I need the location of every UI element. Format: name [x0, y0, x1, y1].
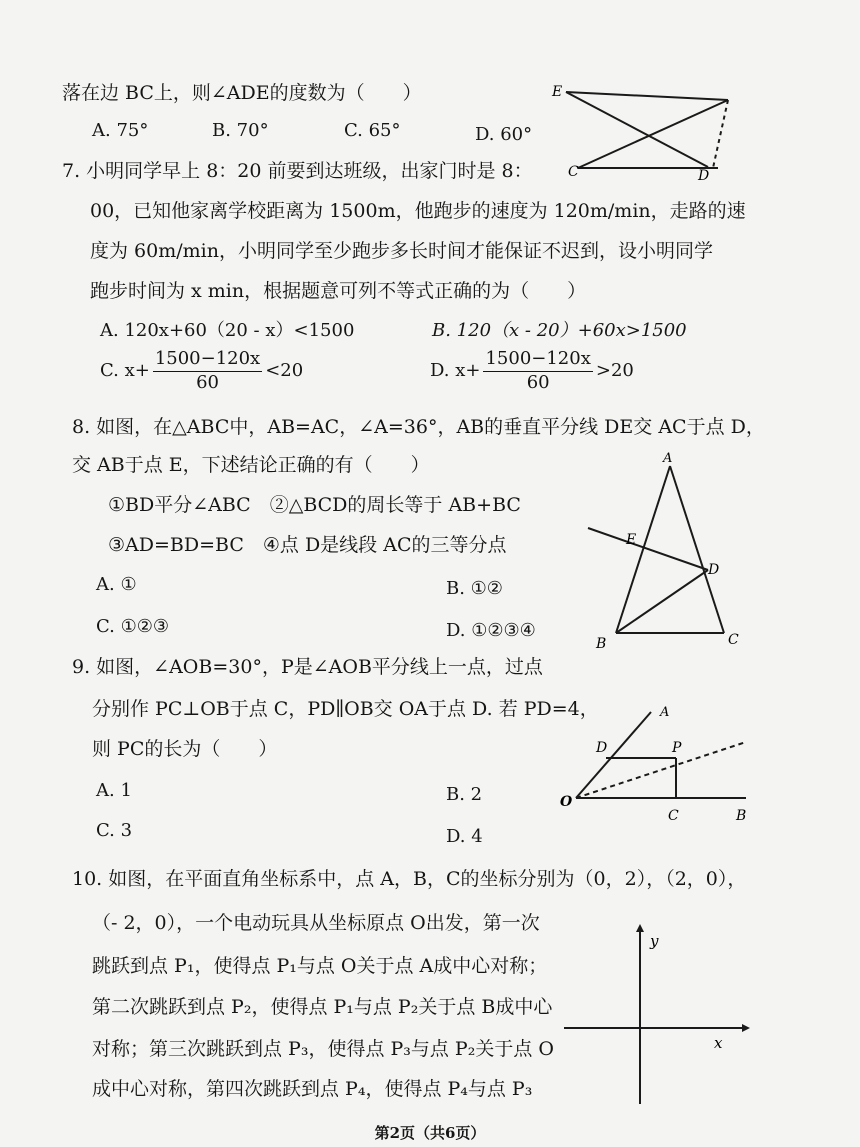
q7-option-c-prefix: C. x+ [100, 360, 150, 381]
q8-label-d: D [708, 562, 720, 578]
q9-label-c: C [668, 808, 679, 824]
q9-label-o: O [560, 794, 573, 810]
q8-option-c: C. ①②③ [96, 616, 169, 637]
q6-option-a: A. 75° [92, 120, 149, 141]
q6-option-d: D. 60° [475, 124, 533, 145]
q6-label-c: C [568, 164, 579, 180]
q10-label-x: x [714, 1034, 723, 1052]
q10-stem-line-2: （- 2，0），一个电动玩具从坐标原点 O出发，第一次 [92, 912, 540, 934]
page-footer: 第2页（共6页） [374, 1124, 486, 1142]
q8-figure [578, 448, 758, 658]
q8-option-d: D. ①②③④ [446, 620, 536, 641]
q7-option-a: A. 120x+60（20 - x）<1500 [100, 320, 355, 341]
q7-option-d-denominator: 60 [526, 372, 550, 393]
q10-stem-line-3: 跳跃到点 P₁，使得点 P₁与点 O关于点 A成中心对称； [92, 955, 548, 977]
q7-option-d-numerator: 1500−120x [483, 348, 592, 372]
q7-option-c-suffix: <20 [265, 360, 304, 381]
q6-label-e: E [552, 84, 563, 100]
q9-label-b: B [736, 808, 747, 824]
q9-label-a: A [660, 705, 670, 720]
q7-option-c-numerator: 1500−120x [153, 348, 262, 372]
q9-figure-svg [556, 702, 756, 828]
q9-label-p: P [672, 740, 682, 756]
q9-stem-line-2: 分别作 PC⊥OB于点 C，PD∥OB交 OA于点 D. 若 PD=4， [92, 698, 599, 720]
q8-option-a: A. ① [96, 574, 137, 595]
q9-label-d: D [596, 740, 608, 756]
q7-option-d-prefix: D. x+ [430, 360, 481, 381]
q6-figure-svg [548, 82, 748, 182]
q8-label-e: E [626, 532, 637, 548]
q7-option-d-suffix: >20 [595, 360, 634, 381]
q7-stem-line-3: 度为 60m/min，小明同学至少跑步多长时间才能保证不迟到，设小明同学 [90, 240, 713, 262]
q9-option-d: D. 4 [446, 826, 483, 847]
q7-option-c-denominator: 60 [196, 372, 219, 393]
q6-figure [548, 82, 748, 182]
q6-option-c: C. 65° [344, 120, 401, 141]
q9-option-b: B. 2 [446, 784, 483, 805]
q9-option-a: A. 1 [96, 780, 132, 801]
q9-stem-line-1: 9. 如图，∠AOB=30°，P是∠AOB平分线上一点，过点 [72, 656, 543, 678]
q10-coordinate-figure [560, 924, 760, 1110]
q7-option-c [100, 348, 303, 394]
q10-stem-line-4: 第二次跳跃到点 P₂，使得点 P₁与点 P₂关于点 B成中心 [92, 996, 553, 1018]
q10-label-y: y [650, 932, 659, 950]
q7-stem-line-2: 00，已知他家离学校距离为 1500m，他跑步的速度为 120m/min，走路的速 [90, 200, 746, 222]
q8-label-c: C [728, 632, 739, 648]
q8-stem-line-2: 交 AB于点 E，下述结论正确的有（ ） [72, 454, 430, 476]
q6-label-d: D [698, 168, 710, 182]
q8-stem-line-1: 8. 如图，在△ABC中，AB=AC，∠A=36°，AB的垂直平分线 DE交 AC于点 D， [72, 416, 765, 438]
q8-figure-svg [578, 448, 758, 658]
q10-stem-line-5: 对称；第三次跳跃到点 P₃，使得点 P₃与点 P₂关于点 O [92, 1038, 554, 1060]
q7-stem-line-1: 7. 小明同学早上 8：20 前要到达班级，出家门时是 8： [62, 160, 533, 182]
q9-stem-line-3: 则 PC的长为（ ） [92, 738, 278, 760]
q8-option-b: B. ①② [446, 578, 503, 599]
q9-figure [556, 702, 756, 828]
q7-option-b: B. 120（x - 20）+60x>1500 [432, 320, 687, 341]
q6-option-b: B. 70° [212, 120, 269, 141]
q7-stem-line-4: 跑步时间为 x min，根据题意可列不等式正确的为（ ） [90, 280, 587, 302]
q7-option-c-fraction [153, 348, 262, 394]
q7-option-d [430, 348, 634, 394]
q9-option-c: C. 3 [96, 820, 133, 841]
q8-label-a: A [663, 451, 673, 466]
q10-figure-svg [560, 924, 760, 1110]
q8-label-b: B [596, 636, 607, 652]
q8-statement-line-2: ③AD=BD=BC ④点 D是线段 AC的三等分点 [108, 534, 507, 556]
q7-option-d-fraction [483, 348, 592, 394]
q8-statement-line-1: ①BD平分∠ABC ②△BCD的周长等于 AB+BC [108, 494, 521, 516]
q10-stem-line-6: 成中心对称，第四次跳跃到点 P₄，使得点 P₄与点 P₃ [92, 1078, 533, 1100]
q10-stem-line-1: 10. 如图，在平面直角坐标系中，点 A，B，C的坐标分别为（0，2），（2，0）， [72, 868, 747, 890]
q6-stem-line: 落在边 BC上，则∠ADE的度数为（ ） [62, 82, 422, 104]
